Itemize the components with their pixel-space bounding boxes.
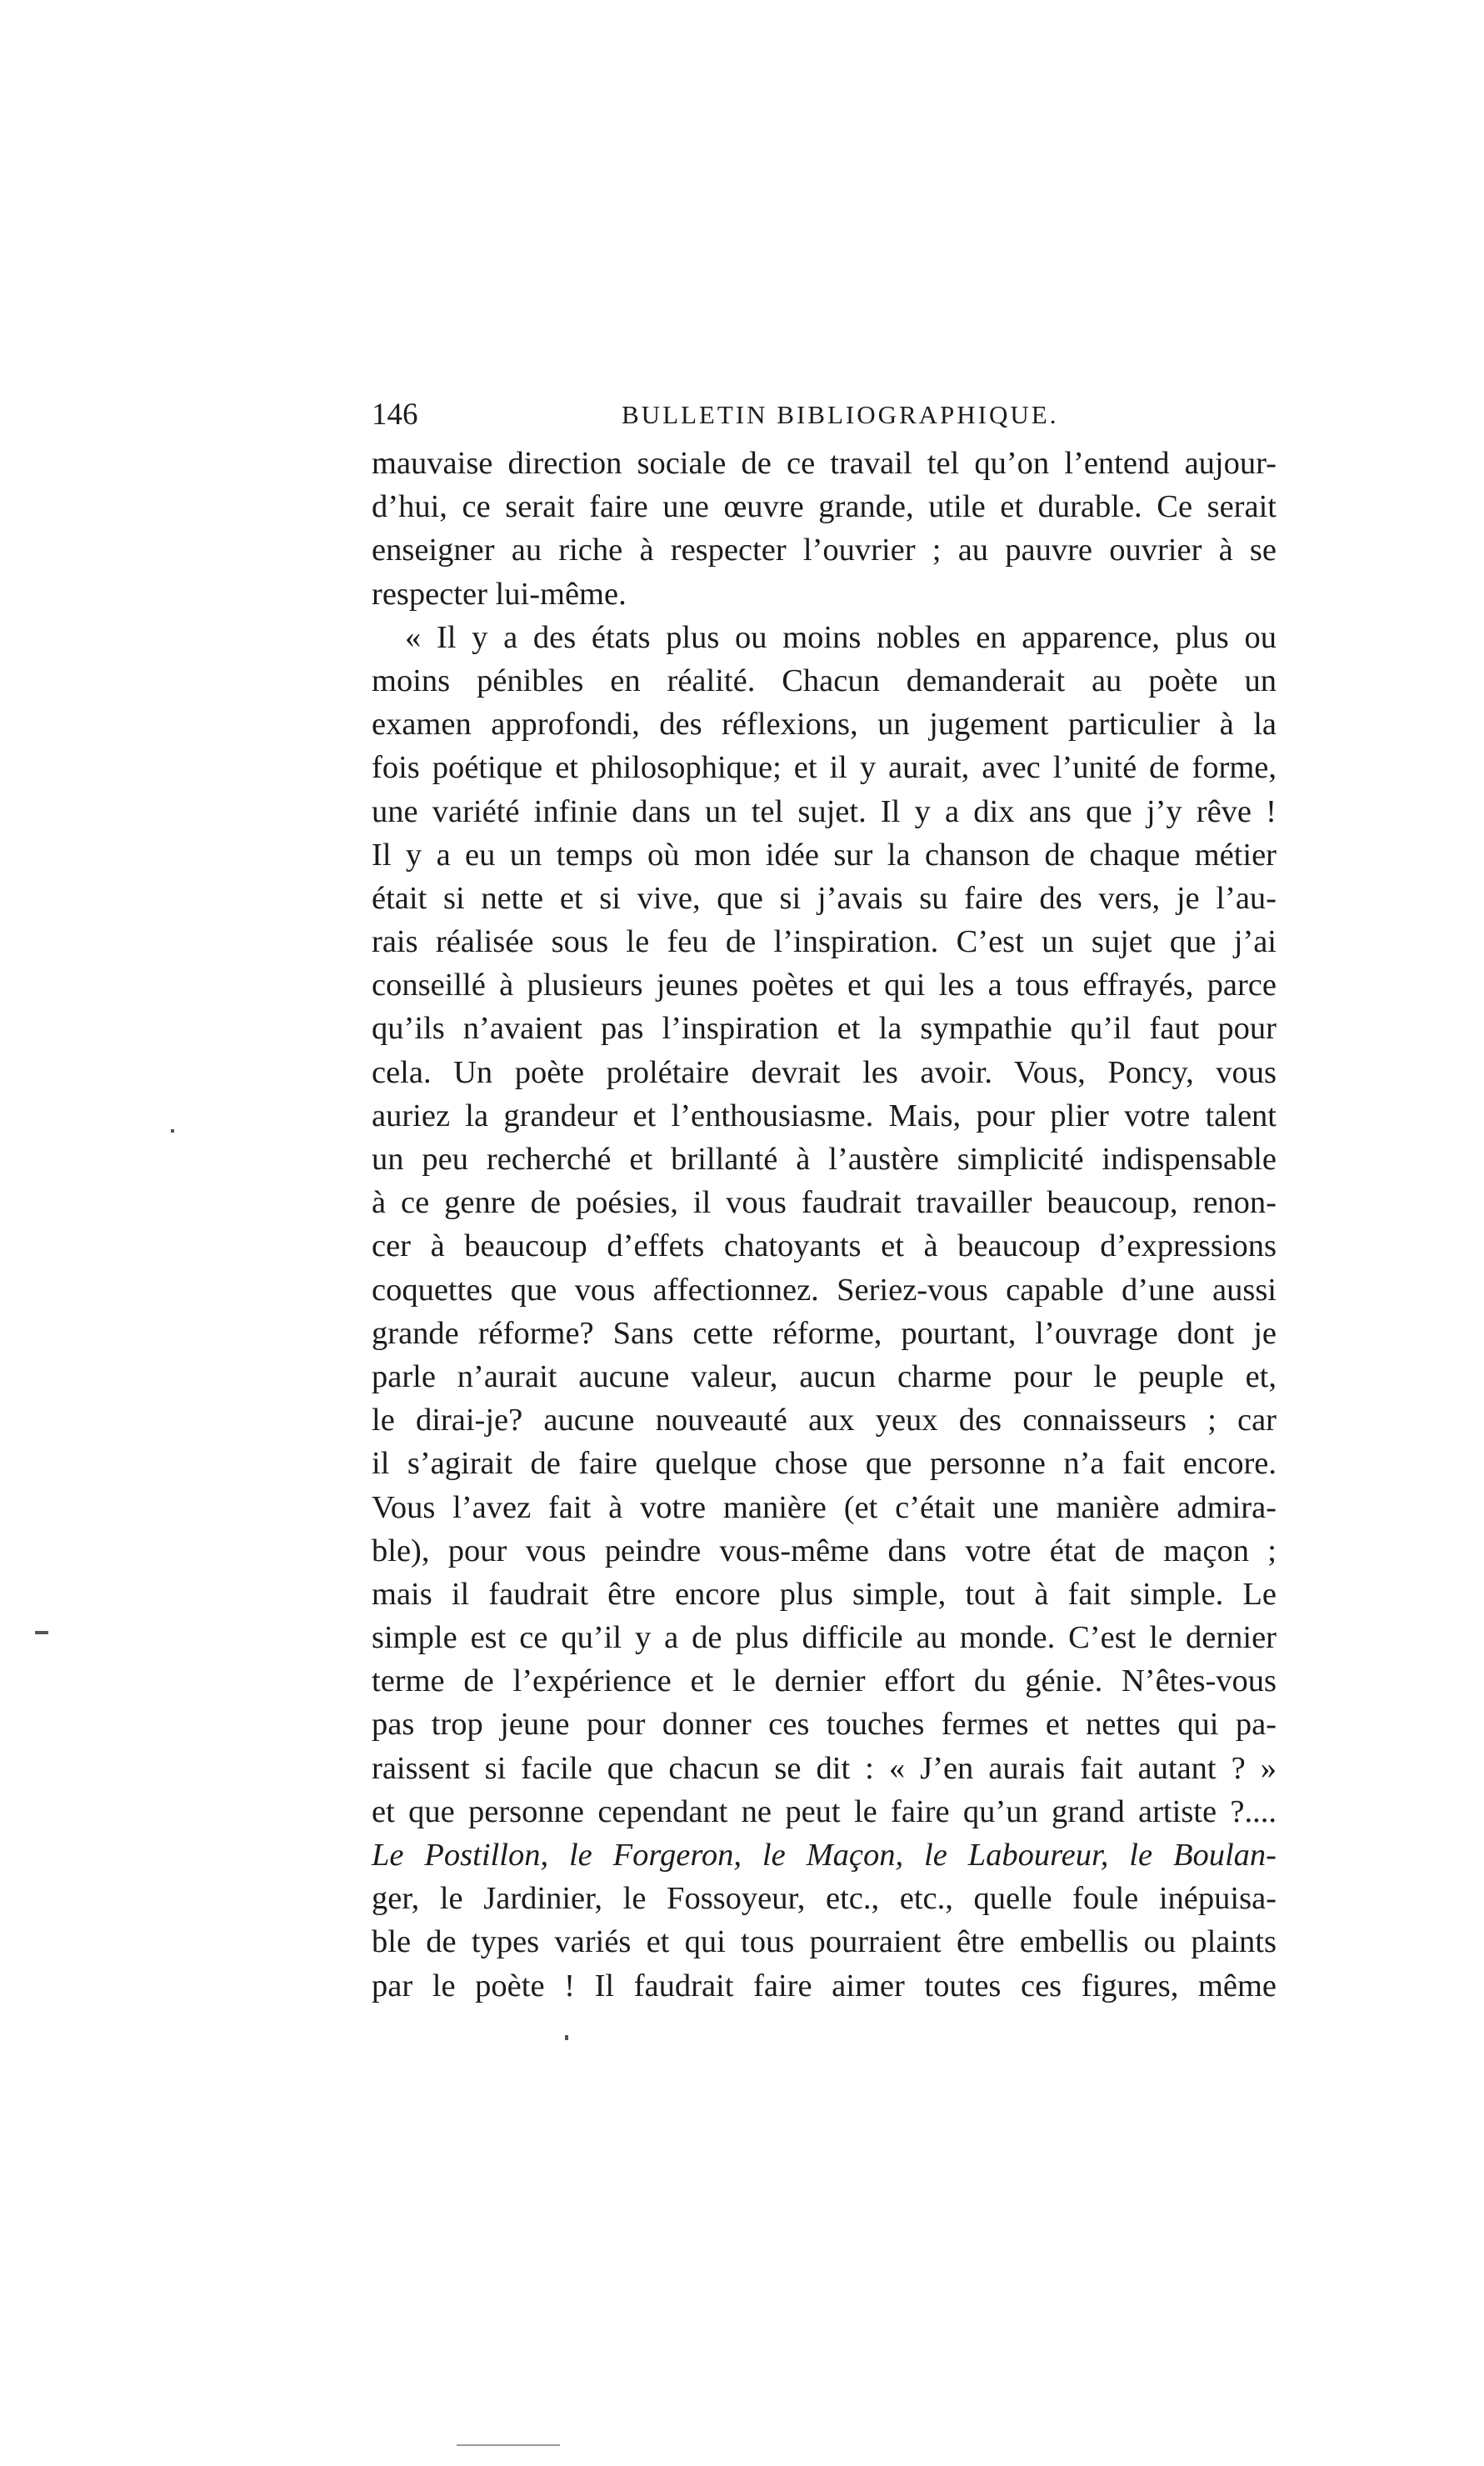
text-line: fois poétique et philosophique; et il y aurait, avec l’unité de forme, (372, 750, 1277, 786)
text-line: rais réalisée sous le feu de l’inspiration. C’est un sujet que j’ai (372, 924, 1277, 960)
text-line: enseigner au riche à respecter l’ouvrier ; au pauvre ouvrier à se (372, 533, 1277, 568)
scan-speck (457, 2444, 560, 2446)
text-line: examen approfondi, des réflexions, un jugement particulier à la (372, 707, 1277, 743)
text-line: et que personne cependant ne peut le faire qu’un grand artiste ?.... (372, 1793, 1277, 1829)
text-line: était si nette et si vive, que si j’avais su faire des vers, je l’au- (372, 880, 1277, 916)
text-line: une variété infinie dans un tel sujet. Il y a dix ans que j’y rêve ! (372, 793, 1277, 829)
text-line: un peu recherché et brillanté à l’austère simplicité indispensable (372, 1142, 1277, 1177)
text-line: ble de types variés et qui tous pourraient être embellis ou plaints (372, 1924, 1277, 1960)
text-line: parle n’aurait aucune valeur, aucun charme pour le peuple et, (372, 1358, 1277, 1394)
text-line: conseillé à plusieurs jeunes poètes et qui les a tous effrayés, parce (372, 968, 1277, 1003)
page-header (372, 390, 1277, 440)
text-line: pas trop jeune pour donner ces touches fermes et nettes qui pa- (372, 1707, 1277, 1743)
text-line: Vous l’avez fait à votre manière (et c’était une manière admira- (372, 1489, 1277, 1525)
text-line: il s’agirait de faire quelque chose que personne n’a fait encore. (372, 1446, 1277, 1482)
text-line: Le Postillon, le Forgeron, le Maçon, le Laboureur, le Boulan- (372, 1838, 1277, 1873)
text-line: terme de l’expérience et le dernier effort du génie. N’êtes-vous (372, 1663, 1277, 1699)
text-line: le dirai-je? aucune nouveauté aux yeux des connaisseurs ; car (372, 1403, 1277, 1438)
text-line: coquettes que vous affectionnez. Seriez-vous capable d’une aussi (372, 1272, 1277, 1308)
text-line: respecter lui-même. (372, 576, 627, 612)
text-line: cer à beaucoup d’effets chatoyants et à beaucoup d’expressions (372, 1228, 1277, 1264)
scan-speck (171, 1129, 174, 1133)
page-number: 146 (372, 398, 418, 432)
text-line: à ce genre de poésies, il vous faudrait travailler beaucoup, renon- (372, 1185, 1277, 1221)
text-line: simple est ce qu’il y a de plus difficile au monde. C’est le dernier (372, 1620, 1277, 1656)
scan-speck (565, 2035, 568, 2040)
text-line: ble), pour vous peindre vous-même dans votre état de maçon ; (372, 1533, 1277, 1568)
text-line: ger, le Jardinier, le Fossoyeur, etc., etc., quelle foule inépuisa- (372, 1881, 1277, 1917)
running-head: BULLETIN BIBLIOGRAPHIQUE. (622, 400, 1059, 429)
text-line: mais il faudrait être encore plus simple, tout à fait simple. Le (372, 1576, 1277, 1612)
body-text (372, 442, 1277, 2008)
text-line: auriez la grandeur et l’enthousiasme. Mais, pour plier votre talent (372, 1098, 1277, 1133)
text-line: « Il y a des états plus ou moins nobles en apparence, plus ou (405, 619, 1277, 655)
text-line: grande réforme? Sans cette réforme, pourtant, l’ouvrage dont je (372, 1315, 1277, 1351)
text-line: cela. Un poète prolétaire devrait les avoir. Vous, Poncy, vous (372, 1054, 1277, 1090)
text-line: qu’ils n’avaient pas l’inspiration et la sympathie qu’il faut pour (372, 1011, 1277, 1047)
text-line: Il y a eu un temps où mon idée sur la chanson de chaque métier (372, 837, 1277, 873)
text-line: d’hui, ce serait faire une œuvre grande, utile et durable. Ce serait (372, 489, 1277, 525)
text-line: par le poète ! Il faudrait faire aimer toutes ces figures, même (372, 1968, 1277, 2003)
scan-speck (35, 1631, 48, 1634)
text-line: mauvaise direction sociale de ce travail tel qu’on l’entend aujour- (372, 446, 1277, 481)
text-line: raissent si facile que chacun se dit : « J’en aurais fait autant ? » (372, 1750, 1277, 1786)
text-line: moins pénibles en réalité. Chacun demanderait au poète un (372, 663, 1277, 698)
